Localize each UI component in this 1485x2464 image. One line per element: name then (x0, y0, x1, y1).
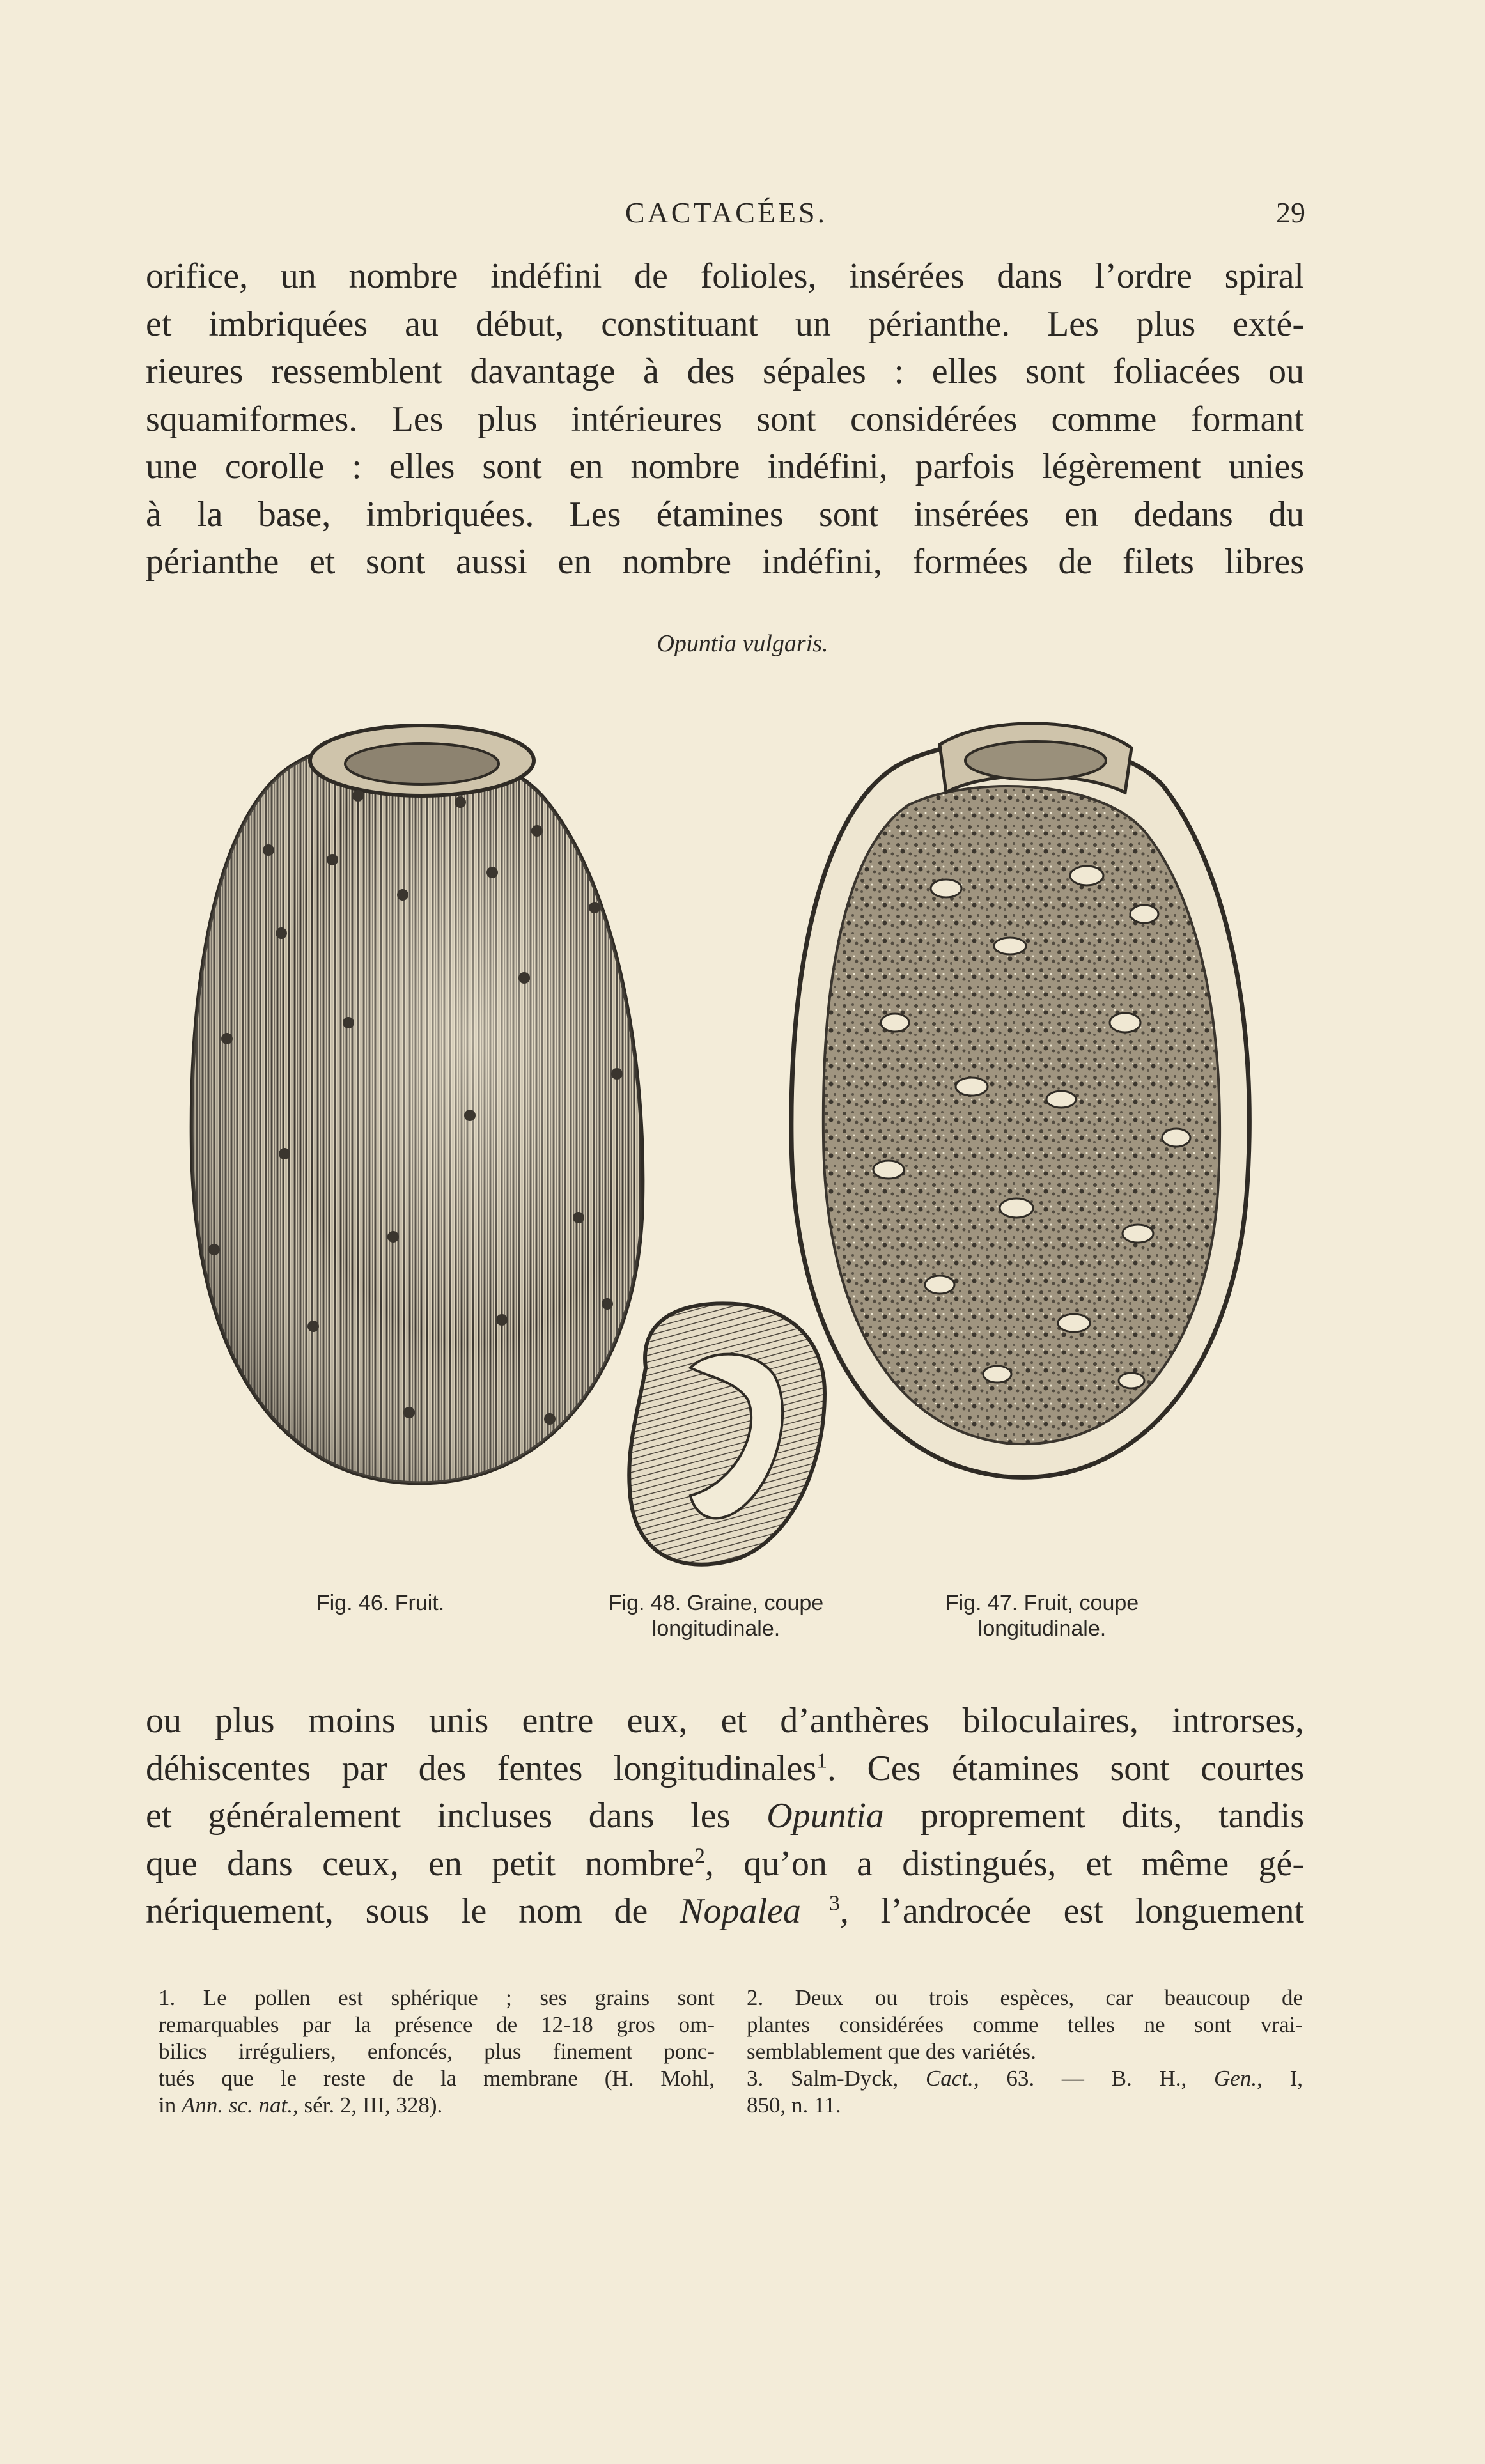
footnote-line: 1. Le pollen est sphérique ; ses grains sont (159, 1985, 715, 2010)
journal-title: Ann. sc. nat. (181, 2093, 293, 2118)
caption-fig47 (908, 1590, 1176, 1641)
footnote-line: tués que le reste de la membrane (H. Mohl, (159, 2066, 715, 2091)
caption-line: longitudinale. (977, 1616, 1107, 1641)
text-run: proprement dits, tandis (883, 1796, 1304, 1836)
text-run: et généralement incluses dans les (146, 1796, 767, 1836)
text-run: ou plus moins unis entre eux, et d’anthères biloculaires, introrses, (146, 1701, 1304, 1740)
text-run: nériquement, sous le nom de (146, 1891, 680, 1931)
footnote-line: bilics irréguliers, enfoncés, plus finement ponc- (159, 2039, 715, 2064)
footnote-column-right (747, 1985, 1303, 2119)
footnote-ref-3[interactable]: 3 (800, 1891, 840, 1916)
caption-line: Fig. 48. Graine, coupe (608, 1591, 824, 1615)
genus-name: Nopalea (680, 1891, 801, 1931)
page-number: 29 (1276, 196, 1305, 229)
footnote-line (747, 2065, 1303, 2092)
footnote-ref-2[interactable]: 2 (694, 1843, 705, 1868)
text-line: et imbriquées au début, constituant un périanthe. Les plus exté- (146, 304, 1304, 344)
text-line (146, 1840, 1304, 1888)
genus-name: Opuntia (766, 1796, 884, 1836)
text-run: in (159, 2093, 182, 2118)
text-line (146, 1792, 1304, 1840)
text-line: squamiformes. Les plus intérieures sont considérées comme formant (146, 399, 1304, 439)
text-run: 3. Salm-Dyck, (747, 2066, 926, 2091)
text-run: , l’androcée est longuement (839, 1891, 1305, 1931)
text-run: , sér. 2, III, 328). (293, 2093, 443, 2118)
text-line: rieures ressemblent davantage à des sépales : elles sont foliacées ou (146, 352, 1304, 391)
text-run: , 63. — B. H., (973, 2066, 1215, 2091)
body-paragraph-bottom (146, 1697, 1304, 1935)
caption-line: longitudinale. (651, 1616, 781, 1641)
text-line: à la base, imbriquées. Les étamines sont insérées en dedans du (146, 494, 1304, 534)
text-line (146, 1745, 1304, 1793)
caption-line: Fig. 47. Fruit, coupe (945, 1591, 1139, 1615)
footnote-line: semblablement que des variétés. (747, 2039, 1036, 2064)
footnote-line: plantes considérées comme telles ne sont vrai- (747, 2012, 1303, 2037)
caption-fig48 (563, 1590, 869, 1641)
fig47-fruit-section (791, 724, 1249, 1478)
caption-fig46 (275, 1590, 486, 1616)
work-title: Gen. (1214, 2066, 1257, 2091)
text-run: . Ces étamines sont courtes (827, 1748, 1304, 1788)
text-line: périanthe et sont aussi en nombre indéfini, formées de filets libres (146, 542, 1304, 582)
footnote-ref-1[interactable]: 1 (816, 1748, 827, 1772)
running-title: CACTACÉES. (625, 196, 828, 229)
footnote-line: remarquables par la présence de 12-18 gros om- (159, 2012, 715, 2037)
figure-title: Opuntia vulgaris. (657, 630, 828, 657)
footnote-line: 2. Deux ou trois espèces, car beaucoup de (747, 1985, 1303, 2010)
text-line (146, 1697, 1304, 1745)
fig48-seed-section (629, 1303, 825, 1564)
footnote-line (159, 2092, 715, 2119)
fig46-fruit (192, 725, 643, 1483)
text-line: orifice, un nombre indéfini de folioles, insérées dans l’ordre spiral (146, 256, 1304, 296)
footnote-column-left (159, 1985, 715, 2119)
text-run: , qu’on a distingués, et même gé- (704, 1843, 1304, 1884)
text-line (146, 1887, 1304, 1935)
footnote-line: 850, n. 11. (747, 2093, 841, 2118)
work-title: Cact. (925, 2066, 974, 2091)
caption-line: Fig. 46. Fruit. (316, 1591, 445, 1615)
text-run: que dans ceux, en petit nombre (146, 1843, 695, 1884)
text-run: , I, (1257, 2066, 1303, 2091)
text-line: une corolle : elles sont en nombre indéfini, parfois légèrement unies (146, 447, 1304, 486)
text-run: déhiscentes par des fentes longitudinales (146, 1748, 817, 1788)
